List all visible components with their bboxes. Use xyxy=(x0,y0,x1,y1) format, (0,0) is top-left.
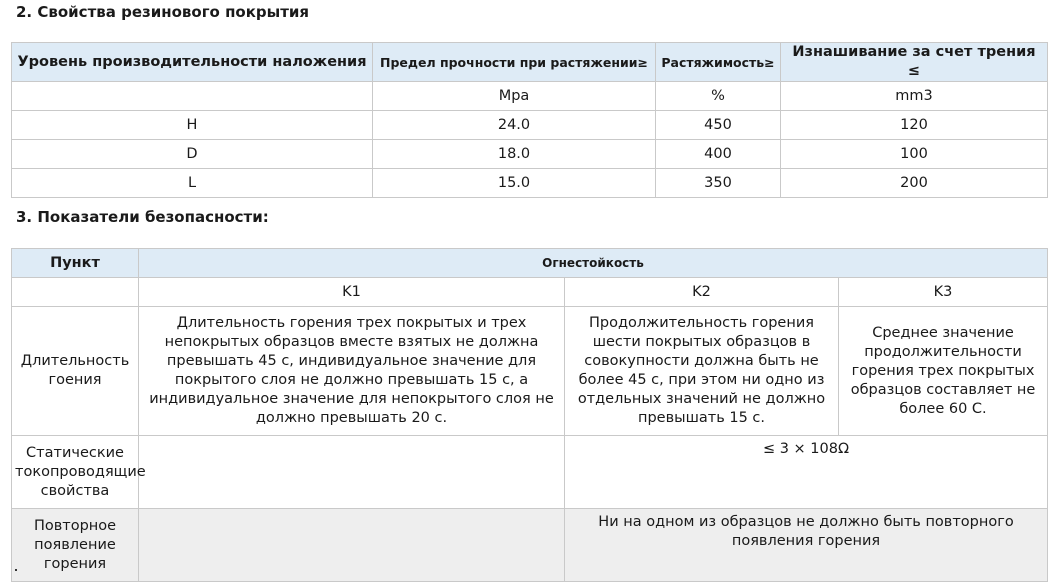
stray-dot xyxy=(15,569,17,571)
column-header-item: Пункт xyxy=(12,249,139,278)
safety-indicators-table xyxy=(11,248,1048,582)
row-label-reignition: Повторное появление горения xyxy=(12,509,139,582)
table-cell: 400 xyxy=(656,140,781,169)
burn-duration-row xyxy=(12,307,1048,436)
units-row xyxy=(12,82,1048,111)
unit-cell-tensile: Mpa xyxy=(373,82,656,111)
table-header-row xyxy=(12,43,1048,82)
table-cell: 200 xyxy=(781,169,1048,198)
table-cell xyxy=(12,82,373,111)
table-cell xyxy=(139,436,565,509)
column-header-abrasion: Изнашивание за счет трения ≤ xyxy=(781,43,1048,82)
table-cell: L xyxy=(12,169,373,198)
table-cell: D xyxy=(12,140,373,169)
column-header-fire-resistance: Огнестойкость xyxy=(139,249,1048,278)
reignition-row xyxy=(12,509,1048,582)
reignition-requirement: Ни на одном из образцов не должно быть повторного появления горения xyxy=(565,509,1048,582)
table-row xyxy=(12,140,1048,169)
table-cell: H xyxy=(12,111,373,140)
column-header-tensile-strength: Предел прочности при растяжении≥ xyxy=(373,43,656,82)
column-header-elongation: Растяжимость≥ xyxy=(656,43,781,82)
static-conductivity-row xyxy=(12,436,1048,509)
table-cell: 24.0 xyxy=(373,111,656,140)
column-header-performance-level: Уровень производительности наложения xyxy=(12,43,373,82)
table-row xyxy=(12,169,1048,198)
table-cell: 120 xyxy=(781,111,1048,140)
section-3-heading: 3. Показатели безопасности: xyxy=(16,208,269,226)
class-row xyxy=(12,278,1048,307)
table-cell: 18.0 xyxy=(373,140,656,169)
k3-burn-duration-requirement: Среднее значение продолжительности горения трех покрытых образцов составляет не более 60 С. xyxy=(839,307,1048,436)
section-2-heading: 2. Свойства резинового покрытия xyxy=(16,3,310,21)
table-cell xyxy=(139,509,565,582)
row-label-burn-duration: Длительность гоения xyxy=(12,307,139,436)
table-cell: 450 xyxy=(656,111,781,140)
static-conductivity-value: ≤ 3 × 108Ω xyxy=(565,436,1048,509)
table-cell: 350 xyxy=(656,169,781,198)
unit-cell-abrasion: mm3 xyxy=(781,82,1048,111)
rubber-properties-table xyxy=(11,42,1048,198)
table-row xyxy=(12,111,1048,140)
table-cell: 100 xyxy=(781,140,1048,169)
table-cell xyxy=(12,278,139,307)
k2-burn-duration-requirement: Продолжительность горения шести покрытых образцов в совокупности должна быть не более 45 с, при этом ни одно из отдельных значений не должно превышать 15 с. xyxy=(565,307,839,436)
k1-burn-duration-requirement: Длительность горения трех покрытых и трех непокрытых образцов вместе взятых не должна превышать 45 с, индивидуальное значение для покрытого слоя не должно превышать 15 с, а индивидуальное значение для непокрытого слоя не должно превышать 20 с. xyxy=(139,307,565,436)
table-header-row xyxy=(12,249,1048,278)
unit-cell-elongation: % xyxy=(656,82,781,111)
class-k1-label: K1 xyxy=(139,278,565,307)
class-k2-label: K2 xyxy=(565,278,839,307)
class-k3-label: K3 xyxy=(839,278,1048,307)
row-label-static-conductivity: Статические токопроводящие свойства xyxy=(12,436,139,509)
table-cell: 15.0 xyxy=(373,169,656,198)
